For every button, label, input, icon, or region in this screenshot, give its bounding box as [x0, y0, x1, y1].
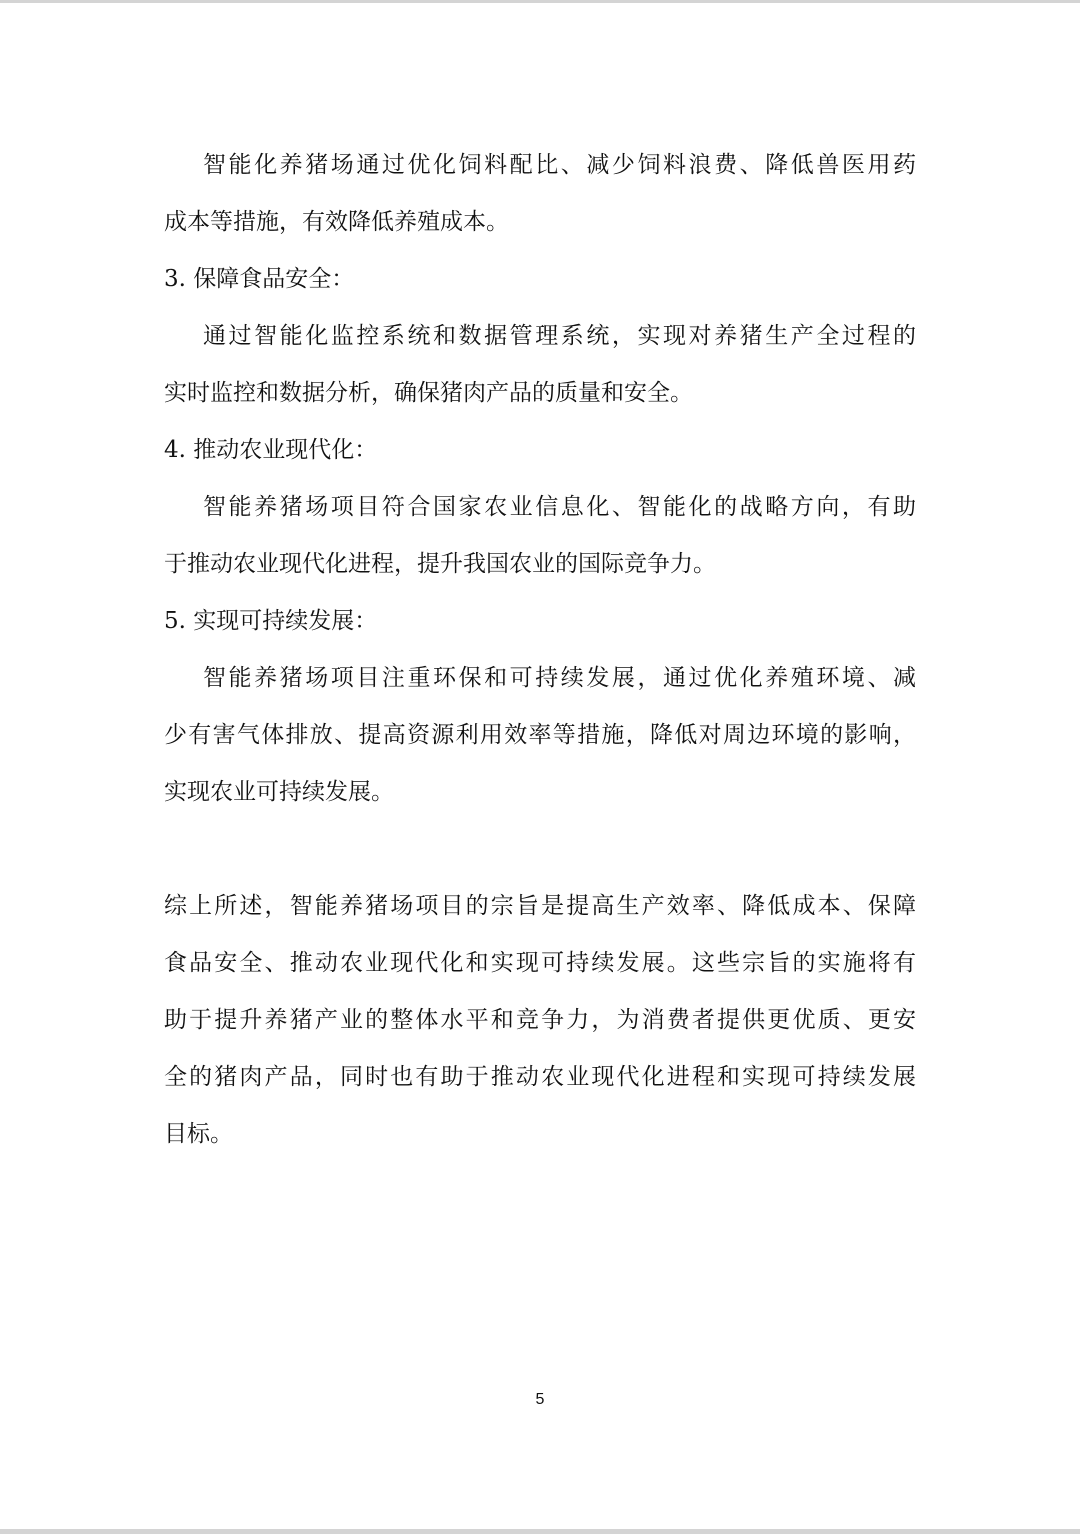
- text-line: 全的猪肉产品，同时也有助于推动农业现代化进程和实现可持续发展: [164, 1064, 916, 1090]
- paragraph-spacer: [164, 821, 916, 878]
- text-line: 智能化养猪场通过优化饲料配比、减少饲料浪费、降低兽医用药: [203, 152, 916, 178]
- text-line: 实时监控和数据分析，确保猪肉产品的质量和安全。: [164, 380, 693, 406]
- text-line: 食品安全、推动农业现代化和实现可持续发展。这些宗旨的实施将有: [164, 950, 916, 976]
- text-line: 目标。: [164, 1121, 233, 1147]
- text-line: 通过智能化监控系统和数据管理系统，实现对养猪生产全过程的: [203, 323, 916, 349]
- text-line: 于推动农业现代化进程，提升我国农业的国际竞争力。: [164, 551, 716, 577]
- text-line: 3. 保障食品安全：: [164, 266, 355, 292]
- text-line: 成本等措施，有效降低养殖成本。: [164, 209, 509, 235]
- page-number: 5: [535, 1391, 545, 1408]
- text-line: 智能养猪场项目符合国家农业信息化、智能化的战略方向，有助: [203, 494, 916, 520]
- text-line: 助于提升养猪产业的整体水平和竞争力，为消费者提供更优质、更安: [164, 1007, 916, 1033]
- text-line: 实现农业可持续发展。: [164, 779, 394, 805]
- text-line: 智能养猪场项目注重环保和可持续发展，通过优化养殖环境、减: [203, 665, 916, 691]
- text-line: 5. 实现可持续发展：: [164, 608, 378, 634]
- text-line: 少有害气体排放、提高资源利用效率等措施，降低对周边环境的影响，: [164, 722, 916, 748]
- document-body: [164, 137, 916, 1163]
- text-line: 4. 推动农业现代化：: [164, 437, 378, 463]
- text-line: 综上所述，智能养猪场项目的宗旨是提高生产效率、降低成本、保障: [164, 893, 916, 919]
